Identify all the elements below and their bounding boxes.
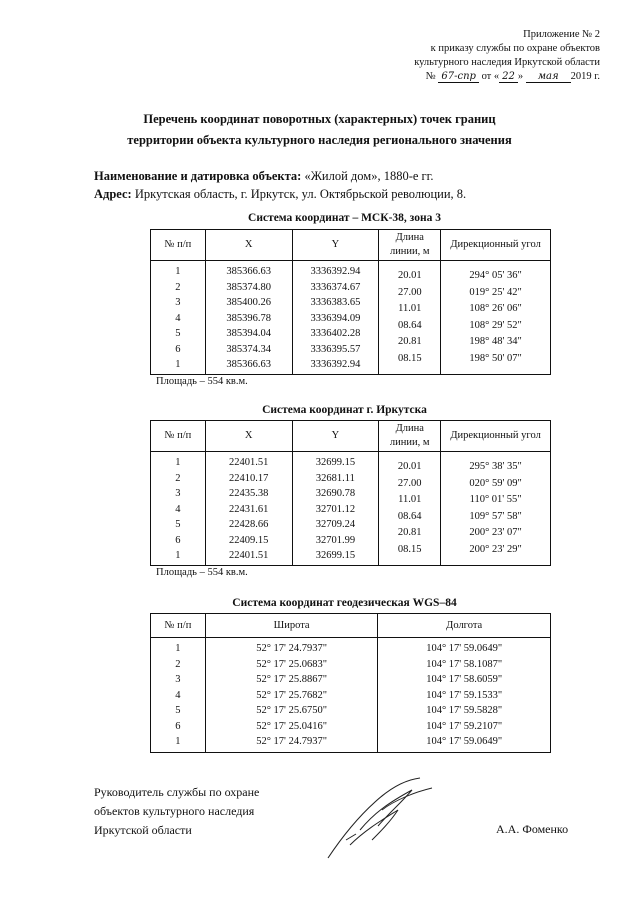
t2-num: 1: [175, 457, 181, 468]
t3-lat: 52° 17' 25.6750": [256, 705, 327, 716]
t3-lat: 52° 17' 25.0683": [256, 658, 327, 670]
t1-length-column: [379, 261, 441, 375]
t2-length: 08.64: [397, 510, 422, 522]
t2-x: 22435.38: [228, 488, 269, 499]
t1-num: 2: [175, 281, 181, 293]
t3-lon-column: [378, 638, 551, 753]
t3-lon: 104° 17' 59.1533": [426, 689, 503, 701]
t2-x: 22410.17: [228, 472, 269, 484]
t1-y: 3336402.28: [310, 328, 361, 339]
t2-x: 22401.51: [228, 550, 269, 561]
heading-line-2: территории объекта культурного наследия регионального значения: [127, 133, 512, 147]
object-address-line: [94, 185, 466, 203]
t3-num: 1: [175, 736, 181, 747]
t2-y-column: [292, 452, 379, 566]
object-name-line: [94, 167, 466, 185]
annex-order-line: [414, 70, 600, 84]
t2-y: 32701.12: [315, 503, 356, 515]
signature-image: [320, 770, 450, 865]
t3-num: 6: [175, 720, 181, 732]
t1-x-column: [205, 261, 292, 375]
t1-length: 11.01: [398, 303, 422, 314]
signer-name: А.А. Фоменко: [496, 822, 569, 836]
t3-num: 1: [175, 643, 181, 654]
t2-length-column: [379, 452, 441, 566]
t3-lon: 104° 17' 59.0649": [426, 643, 503, 654]
t1-y: 3336374.67: [310, 281, 361, 293]
t2-x-column: [205, 452, 292, 566]
annex-line-2: к приказу службы по охране объектов: [430, 43, 600, 54]
t1-y: 3336392.94: [310, 266, 361, 277]
t2-y: 32681.11: [315, 472, 355, 484]
t3-num: 4: [175, 689, 181, 701]
t1-angle: 108° 26' 06": [469, 303, 522, 314]
t1-num: 1: [175, 359, 181, 370]
t1-y-column: [292, 261, 379, 375]
t2-x: 22428.66: [228, 519, 269, 530]
t2-length: 08.15: [397, 543, 422, 555]
t1-num-column: [151, 261, 206, 375]
t2-length: 20.81: [397, 527, 422, 538]
footer-line-2: объектов культурного наследия: [94, 804, 255, 818]
object-info: [94, 167, 466, 203]
t2-y: 32701.99: [315, 534, 356, 546]
order-close: »: [517, 71, 524, 82]
t1-header-angle: Дирекционный угол: [441, 230, 551, 261]
t1-x: 385366.63: [226, 266, 271, 277]
t2-x: 22401.51: [228, 457, 269, 468]
table1-caption: Система координат – МСК-38, зона 3: [248, 212, 441, 224]
t1-x: 385374.34: [226, 343, 271, 355]
t2-header-angle: Дирекционный угол: [441, 421, 551, 452]
t3-lat: 52° 17' 25.7682": [256, 689, 327, 701]
t1-num: 5: [175, 328, 181, 339]
t2-header-num: № п/п: [151, 421, 206, 452]
t3-num-column: [151, 638, 206, 753]
t1-num: 1: [175, 266, 181, 277]
t3-lon: 104° 17' 58.6059": [426, 674, 503, 685]
order-from: от «: [481, 71, 500, 82]
table2-caption: Система координат г. Иркутска: [262, 404, 427, 416]
t2-length: 11.01: [398, 494, 422, 505]
t1-num: 3: [175, 297, 181, 308]
t1-angle: 108° 29' 52": [469, 319, 522, 331]
t2-num: 1: [175, 550, 181, 561]
object-address-value: Иркутская область, г. Иркутск, ул. Октябрьской революции, 8.: [134, 187, 467, 201]
t1-num: 6: [175, 343, 181, 355]
t2-header-length: Длина линии, м: [379, 421, 441, 452]
t2-angle: 200° 23' 07": [469, 527, 522, 538]
t2-length: 20.01: [397, 461, 422, 472]
t2-angle: 295° 38' 35": [469, 461, 522, 472]
t2-angle-column: [441, 452, 551, 566]
t1-header-x: X: [205, 230, 292, 261]
t3-header-lon: Долгота: [378, 614, 551, 638]
t3-lat: 52° 17' 25.8867": [256, 674, 327, 685]
t3-num: 3: [175, 674, 181, 685]
annex-line-3: культурного наследия Иркутской области: [414, 57, 600, 68]
t1-x: 385366.63: [226, 359, 271, 370]
t3-num: 5: [175, 705, 181, 716]
order-number: 67-спр: [438, 71, 479, 83]
t1-x: 385394.04: [226, 328, 271, 339]
t2-num-column: [151, 452, 206, 566]
table2: [150, 420, 551, 566]
t1-x: 385396.78: [226, 312, 271, 324]
document-heading: [0, 109, 639, 151]
t3-lon: 104° 17' 59.2107": [426, 720, 503, 732]
t1-angle: 019° 25' 42": [469, 286, 522, 298]
t3-lat: 52° 17' 24.7937": [256, 643, 327, 654]
t2-y: 32690.78: [315, 488, 356, 499]
t1-x: 385400.26: [226, 297, 271, 308]
t1-angle: 198° 48' 34": [469, 336, 522, 347]
t3-lon: 104° 17' 59.5828": [426, 705, 503, 716]
t3-lon: 104° 17' 59.0649": [426, 736, 503, 747]
t2-header-y: Y: [292, 421, 379, 452]
table2-area: Площадь – 554 кв.м.: [156, 567, 248, 578]
t1-num: 4: [175, 312, 181, 324]
t1-y: 3336392.94: [310, 359, 361, 370]
t2-angle: 200° 23' 29": [469, 543, 522, 555]
t3-lat: 52° 17' 25.0416": [256, 720, 327, 732]
order-prefix: №: [425, 71, 436, 82]
t3-lon: 104° 17' 58.1087": [426, 658, 503, 670]
t2-header-x: X: [205, 421, 292, 452]
object-name-label: Наименование и датировка объекта:: [94, 169, 302, 183]
t1-angle-column: [441, 261, 551, 375]
annex-line-1: Приложение № 2: [523, 29, 600, 40]
t1-length: 20.81: [397, 336, 422, 347]
t1-y: 3336383.65: [310, 297, 361, 308]
footer-position: [94, 783, 259, 840]
heading-line-1: Перечень координат поворотных (характерных) точек границ: [143, 112, 496, 126]
t2-y: 32709.24: [315, 519, 356, 530]
footer-line-3: Иркутской области: [94, 823, 192, 837]
footer-line-1: Руководитель службы по охране: [94, 785, 260, 799]
t2-x: 22409.15: [228, 534, 269, 546]
t2-num: 5: [175, 519, 181, 530]
t3-lat-column: [205, 638, 378, 753]
t1-length: 27.00: [397, 286, 422, 298]
t2-angle: 110° 01' 55": [469, 494, 522, 505]
t2-num: 2: [175, 472, 181, 484]
t2-y: 32699.15: [315, 457, 356, 468]
t1-y: 3336395.57: [310, 343, 361, 355]
object-name-value: «Жилой дом», 1880-е гг.: [304, 169, 434, 183]
t1-y: 3336394.09: [310, 312, 361, 324]
t1-x: 385374.80: [226, 281, 271, 293]
t2-y: 32699.15: [315, 550, 356, 561]
table3-caption: Система координат геодезическая WGS–84: [232, 597, 457, 609]
t1-header-y: Y: [292, 230, 379, 261]
t1-length: 08.64: [397, 319, 422, 331]
t2-num: 3: [175, 488, 181, 499]
t1-header-num: № п/п: [151, 230, 206, 261]
annex-block: [414, 28, 600, 84]
t2-num: 4: [175, 503, 181, 515]
t1-header-length: Длина линии, м: [379, 230, 441, 261]
t2-length: 27.00: [397, 477, 422, 489]
t3-header-num: № п/п: [151, 614, 206, 638]
t1-angle: 198° 50' 07": [469, 352, 522, 364]
table3: [150, 613, 551, 753]
t2-x: 22431.61: [228, 503, 269, 515]
t1-length: 08.15: [397, 352, 422, 364]
table1: [150, 229, 551, 375]
order-day: 22: [499, 71, 518, 83]
object-address-label: Адрес:: [94, 187, 132, 201]
order-year: 2019 г.: [570, 71, 600, 82]
t2-angle: 020° 59' 09": [469, 477, 522, 489]
table1-area: Площадь – 554 кв.м.: [156, 376, 248, 387]
order-month: мая: [526, 71, 571, 83]
t1-length: 20.01: [397, 270, 422, 281]
t3-num: 2: [175, 658, 181, 670]
t3-header-lat: Широта: [205, 614, 378, 638]
t3-lat: 52° 17' 24.7937": [256, 736, 327, 747]
t2-angle: 109° 57' 58": [469, 510, 522, 522]
t1-angle: 294° 05' 36": [469, 270, 522, 281]
t2-num: 6: [175, 534, 181, 546]
